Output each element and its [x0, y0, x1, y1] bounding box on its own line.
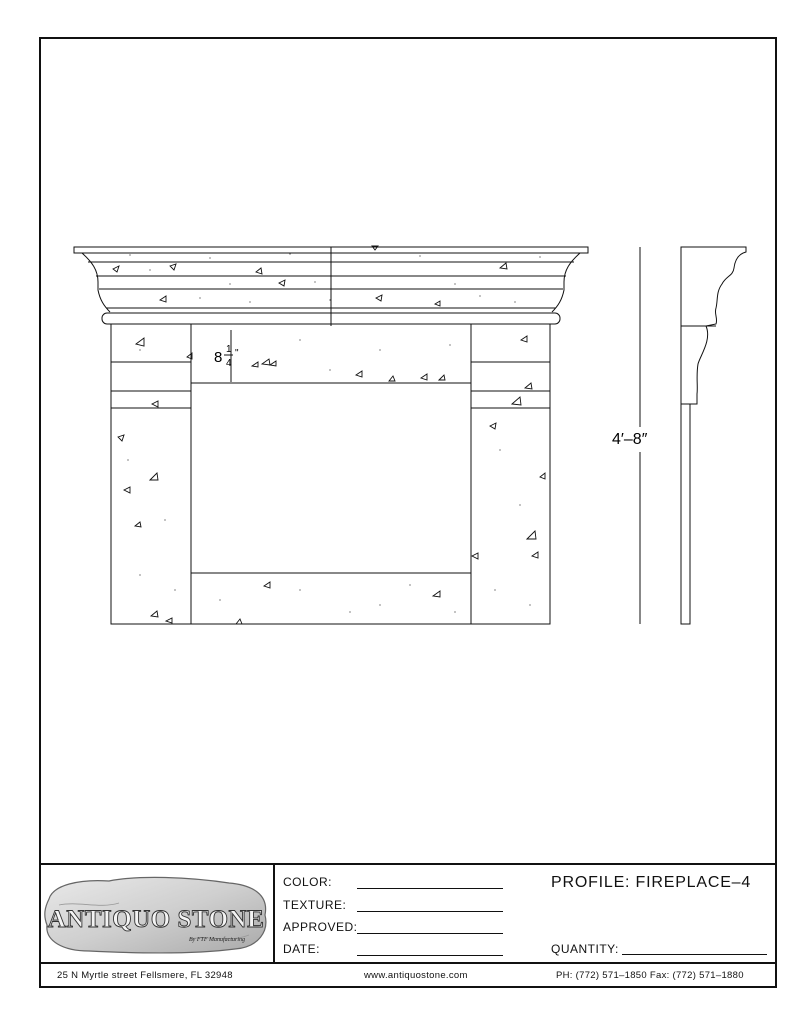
color-input-line[interactable] — [357, 888, 503, 889]
antiquo-stone-logo — [39, 865, 271, 960]
color-label: COLOR: — [283, 875, 333, 889]
firebox-opening — [191, 383, 471, 573]
approved-input-line[interactable] — [357, 933, 503, 934]
footer-address: 25 N Myrtle street Fellsmere, FL 32948 — [57, 970, 233, 981]
date-input-line[interactable] — [357, 955, 503, 956]
texture-field — [283, 898, 346, 912]
profile-title: PROFILE: FIREPLACE–4 — [551, 874, 752, 891]
logo-cell — [39, 865, 275, 962]
side-profile — [681, 247, 746, 624]
quantity-field — [551, 942, 619, 956]
logo-tagline: By FTF Manufacturing — [189, 937, 245, 943]
footer-phone-fax: PH: (772) 571–1850 Fax: (772) 571–1880 — [556, 970, 744, 981]
logo-brand-text: ANTIQUO STONE — [47, 906, 265, 933]
quantity-input-line[interactable] — [622, 954, 767, 955]
stone-speckles — [127, 253, 540, 612]
texture-input-line[interactable] — [357, 911, 503, 912]
date-field — [283, 942, 320, 956]
dimension-unit: " — [235, 348, 239, 359]
frieze-height-dimension — [214, 344, 239, 369]
stone-texture-marks — [113, 246, 545, 624]
dimension-denominator: 4 — [226, 358, 232, 369]
footer-website[interactable]: www.antiquostone.com — [364, 970, 468, 981]
date-label: DATE: — [283, 942, 320, 956]
footer-bar — [39, 962, 777, 986]
surround-outline — [111, 324, 550, 624]
approved-field — [283, 920, 358, 934]
overall-height-dimension — [612, 247, 648, 624]
quantity-label: QUANTITY: — [551, 942, 619, 956]
color-field — [283, 875, 332, 889]
texture-label: TEXTURE: — [283, 898, 347, 912]
dimension-numerator: 1 — [226, 344, 232, 355]
overall-height-label: 4′–8″ — [612, 431, 648, 448]
title-block — [39, 863, 777, 962]
approved-label: APPROVED: — [283, 920, 358, 934]
dimension-whole: 8 — [214, 349, 223, 366]
